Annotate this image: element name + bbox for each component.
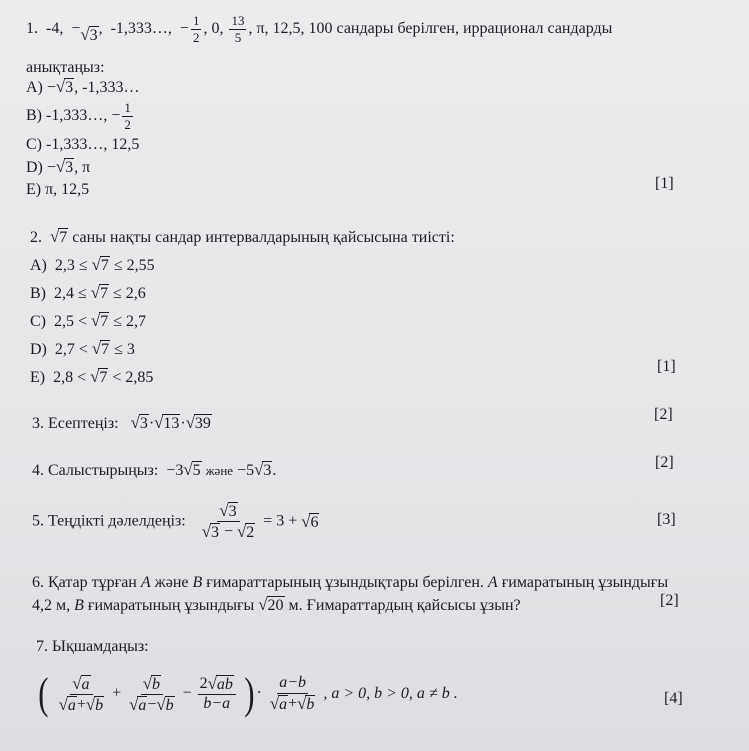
question-7-expression: ( √ a √ a + √ b + √ b √ a − √ b − 2 √ ab b−a ) · a−b √ a + √ b , a > 0, b > 0, a ≠ b . xyxy=(38,669,458,718)
question-2-prompt: 2. √ 7 саны нақты сандар интервалдарының қайсысына тиісті: xyxy=(30,227,455,247)
question-2-option: A) 2,3 ≤ √ 7 ≤ 2,55 xyxy=(30,255,155,275)
question-2-option: B) 2,4 ≤ √ 7 ≤ 2,6 xyxy=(30,283,146,303)
question-4: 4. Салыстырыңыз: −3 √ 5 және −5 √ 3 . xyxy=(32,460,277,480)
question-7-marks: [4] xyxy=(664,690,683,707)
question-2-option: E) 2,8 < √ 7 < 2,85 xyxy=(30,367,154,387)
question-6-line-2: 4,2 м, B ғимаратының ұзындығы √ 20 м. Ғимараттардың қайсысы ұзын? xyxy=(32,595,521,615)
question-7-prompt: 7. Ықшамдаңыз: xyxy=(36,638,149,655)
question-2-marks: [1] xyxy=(657,358,676,375)
question-1-marks: [1] xyxy=(655,175,674,192)
question-6-marks: [2] xyxy=(660,592,679,609)
question-1-line-1: 1. -4, − √ 3 , -1,333…, − $\frac{1}{2}$ , 0, $\frac{13}{5}$ , π, 12,5, 100 сандары берілген, иррационал сандарды xyxy=(26,13,613,45)
question-1-option-a: A) − √ 3 , -1,333… xyxy=(26,77,140,97)
question-5-marks: [3] xyxy=(657,511,676,528)
question-1-line-2: анықтаңыз: xyxy=(26,59,105,76)
question-3-marks: [2] xyxy=(654,406,673,423)
question-1-option-c: C) -1,333…, 12,5 xyxy=(26,136,140,153)
question-1-option-e: E) π, 12,5 xyxy=(26,181,90,198)
question-6-line-1: 6. Қатар тұрған A және B ғимараттарының ұзындықтары берілген. A ғимаратының ұзындығы xyxy=(32,574,669,591)
question-5: 5. Теңдікті дәлелдеңіз: √ 3 √ 3 − √ 2 = 3 + √ 6 xyxy=(32,501,319,542)
question-2-option: D) 2,7 < √ 7 ≤ 3 xyxy=(30,339,135,359)
question-1-option-b: B) -1,333…, − $\frac{1}{2}$ xyxy=(26,100,131,132)
question-1-option-d: D) − √ 3 , π xyxy=(26,157,91,177)
question-2-option: C) 2,5 < √ 7 ≤ 2,7 xyxy=(30,311,147,331)
question-3: 3. Есептеңіз: √ 3 · √ 13 · √ 39 xyxy=(32,413,211,433)
question-4-marks: [2] xyxy=(655,454,674,471)
